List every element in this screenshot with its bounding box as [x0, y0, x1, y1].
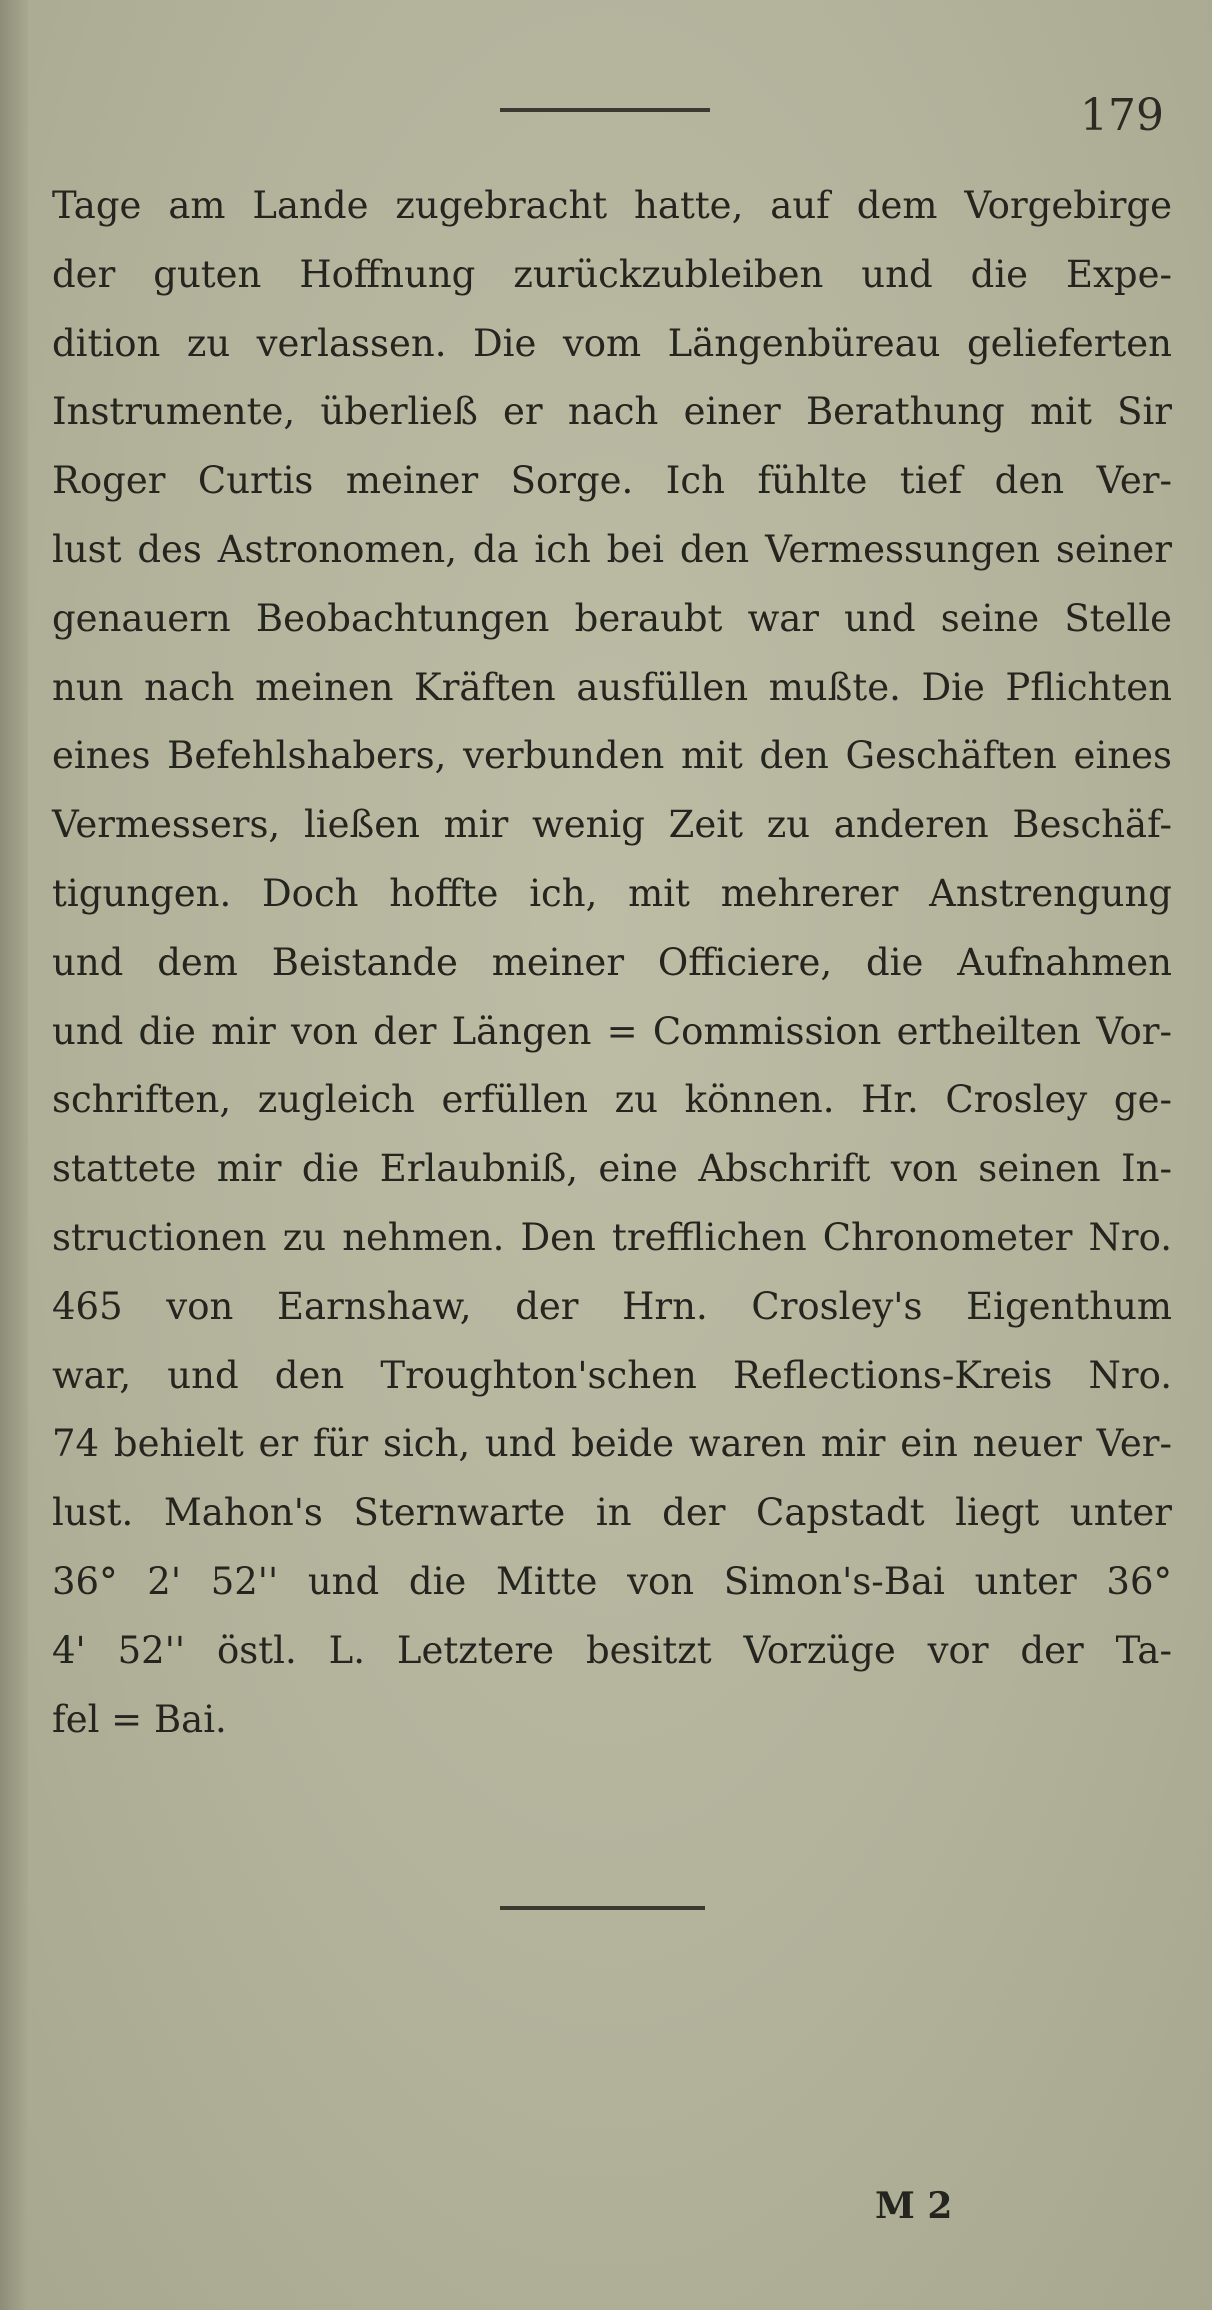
- binding-gutter: [0, 0, 28, 2310]
- text-line: 4' 52'' östl. L. Letztere besitzt Vorzüge vor der Ta-: [52, 1628, 1172, 1672]
- text-line: und dem Beistande meiner Officiere, die Aufnahmen: [52, 940, 1172, 984]
- text-line: stattete mir die Erlaubniß, eine Abschrift von seinen In-: [52, 1147, 1172, 1191]
- text-line: 74 behielt er für sich, und beide waren mir ein neuer Ver-: [52, 1422, 1172, 1466]
- text-line: nun nach meinen Kräften ausfüllen mußte. Die Pflichten: [52, 665, 1172, 709]
- text-line: Vermessers, ließen mir wenig Zeit zu anderen Beschäf-: [52, 803, 1172, 847]
- text-line: eines Befehlshabers, verbunden mit den Geschäften eines: [52, 734, 1172, 778]
- footer-rule: [500, 1906, 705, 1910]
- text-line: 36° 2' 52'' und die Mitte von Simon's-Bai unter 36°: [52, 1559, 1172, 1603]
- signature-mark: M 2: [875, 2185, 953, 2227]
- body-text: [52, 172, 1172, 1754]
- text-line: Roger Curtis meiner Sorge. Ich fühlte tief den Ver-: [52, 459, 1172, 503]
- text-line: der guten Hoffnung zurückzubleiben und die Expe-: [52, 252, 1172, 296]
- text-line: dition zu verlassen. Die vom Längenbüreau gelieferten: [52, 321, 1172, 365]
- header-rule: [500, 108, 710, 112]
- page-number: 179: [1080, 90, 1164, 141]
- text-line: und die mir von der Längen = Commission ertheilten Vor-: [52, 1009, 1172, 1053]
- text-line: fel = Bai.: [52, 1697, 227, 1741]
- text-line: lust des Astronomen, da ich bei den Vermessungen seiner: [52, 527, 1172, 571]
- text-line: war, und den Troughton'schen Reflections-Kreis Nro.: [52, 1353, 1172, 1397]
- text-line: Instrumente, überließ er nach einer Berathung mit Sir: [52, 390, 1172, 434]
- text-line: genauern Beobachtungen beraubt war und seine Stelle: [52, 596, 1172, 640]
- text-line: tigungen. Doch hoffte ich, mit mehrerer Anstrengung: [52, 871, 1172, 915]
- text-line: structionen zu nehmen. Den trefflichen Chronometer Nro.: [52, 1215, 1172, 1259]
- text-line: 465 von Earnshaw, der Hrn. Crosley's Eigenthum: [52, 1284, 1172, 1328]
- text-line: Tage am Lande zugebracht hatte, auf dem Vorgebirge: [52, 184, 1172, 227]
- text-line: schriften, zugleich erfüllen zu können. Hr. Crosley ge-: [52, 1078, 1172, 1122]
- text-line: lust. Mahon's Sternwarte in der Capstadt liegt unter: [52, 1491, 1172, 1535]
